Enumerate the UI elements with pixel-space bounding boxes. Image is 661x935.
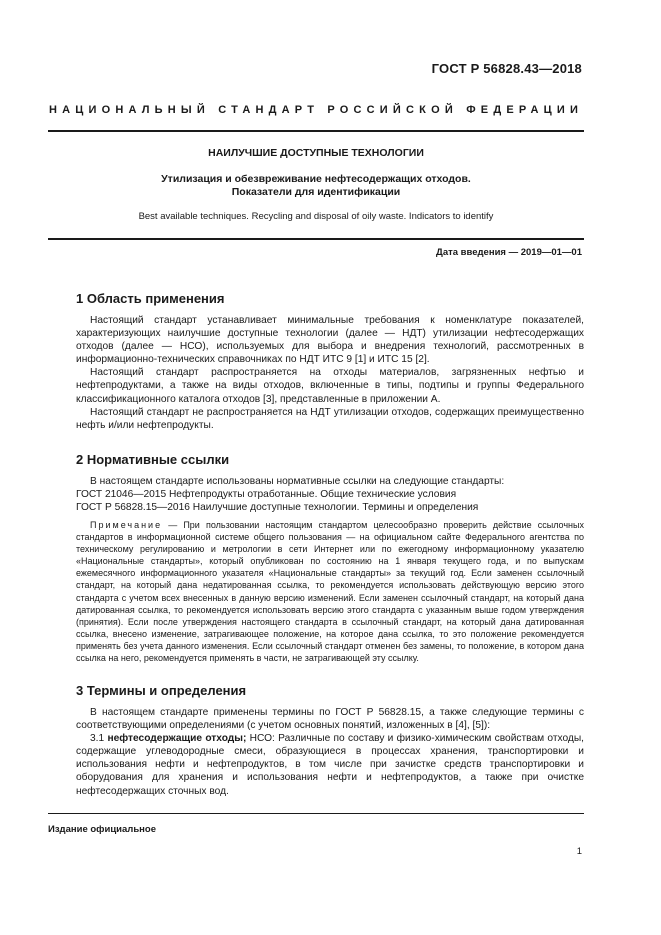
official-edition-label: Издание официальное	[48, 824, 156, 835]
term-3-1	[76, 732, 584, 797]
section-2-body	[76, 475, 584, 514]
document-subtitle	[48, 173, 584, 199]
normative-reference-2: ГОСТ Р 56828.15—2016 Наилучшие доступные технологии. Термины и определения	[76, 502, 479, 514]
subtitle-line-1: Утилизация и обезвреживание нефтесодержащих отходов.	[161, 173, 471, 185]
top-divider	[48, 130, 584, 132]
section-2-note	[76, 519, 584, 664]
section-1-heading: 1 Область применения	[76, 291, 225, 306]
section-1-body	[76, 314, 584, 432]
section-3-heading: 3 Термины и определения	[76, 683, 247, 698]
section-1-paragraph-3: Настоящий стандарт не распространяется на НДТ утилизации отходов, содержащих преимущественно нефть и/или нефтепродукты.	[76, 406, 584, 431]
normative-reference-1: ГОСТ 21046—2015 Нефтепродукты отработанные. Общие технические условия	[76, 489, 457, 501]
footer-divider	[48, 813, 584, 814]
term-name: нефтесодержащие отходы;	[107, 733, 247, 745]
page-number: 1	[576, 846, 582, 857]
note-label: Примечание	[90, 520, 163, 530]
section-3-body	[76, 706, 584, 798]
section-2-paragraph-1: В настоящем стандарте использованы нормативные ссылки на следующие стандарты:	[90, 476, 505, 487]
document-title: НАИЛУЧШИЕ ДОСТУПНЫЕ ТЕХНОЛОГИИ	[208, 147, 424, 159]
national-standard-title: НАЦИОНАЛЬНЫЙ СТАНДАРТ РОССИЙСКОЙ ФЕДЕРАЦИИ	[48, 104, 584, 116]
standard-number: ГОСТ Р 56828.43—2018	[431, 61, 582, 76]
note-text: — При пользовании настоящим стандартом целесообразно проверить действие ссылочных стандартов в информационной системе общего пользования — на официальном сайте Федерального агентства по техническому регулированию и метрологии в сети Интернет или по ежегодному информационному указателю «Национальные стандарты», который опубликован по состоянию на 1 января текущего года, и по выпускам ежемесячного информационного указателя «Национальные стандарты» за текущий год. Если заменен ссылочный стандарт, на который дана недатированная ссылка, то рекомендуется использовать действующую версию этого стандарта с учетом всех внесенных в данную версию изменений. Если заменен ссылочный стандарт, на который дана датированная ссылка, то рекомендуется использовать версию этого стандарта с указанным выше годом утверждения (принятия). Если после утверждения настоящего стандарта в ссылочный стандарт, на который дана датированная ссылка, внесено изменение, затрагивающее положение, на которое дана ссылка, то это положение рекомендуется применять без учета данного изменения. Если ссылочный стандарт отменен без замены, то положение, в котором дана ссылка на него, рекомендуется применять в части, не затрагивающей эту ссылку.	[76, 520, 584, 664]
section-1-paragraph-1: Настоящий стандарт устанавливает минимальные требования к номенклатуре показателей, характеризующих наилучшие доступные технологии (далее — НДТ) утилизации нефтесодержащих отходов (далее — НСО), используемых для выбора и внедрения технологий, рассмотренных в информационно-технических справочниках по НДТ ИТС 9 [1] и ИТС 15 [2].	[76, 315, 584, 366]
section-3-paragraph-1: В настоящем стандарте применены термины по ГОСТ Р 56828.15, а также следующие термины с соответствующими определениями (с учетом основных понятий, изложенных в [4], [5]):	[76, 707, 584, 732]
introduction-date: Дата введения — 2019—01—01	[436, 247, 582, 258]
middle-divider	[48, 238, 584, 240]
subtitle-line-2: Показатели для идентификации	[231, 186, 401, 198]
term-number: 3.1	[90, 733, 108, 745]
section-1-paragraph-2: Настоящий стандарт распространяется на отходы материалов, загрязненных нефтью и нефтепродуктами, а также на виды отходов, включенные в типы, подтипы и группы Федерального классификационного каталога отходов [3], представленные в приложении А.	[76, 367, 584, 405]
term-definition: НСО: Различные по составу и физико-химическим свойствам отходы, содержащие углеводородные смеси, образующиеся в процессах хранения, транспортировки и использования нефти и нефтепродуктов, в том числе при зачистке средств транспортировки и оборудования для хранения и использования нефти и нефтепродуктов, а также при очистке нефтесодержащих сточных вод.	[76, 733, 585, 797]
english-title: Best available techniques. Recycling and disposal of oily waste. Indicators to identify	[138, 211, 494, 222]
section-2-heading: 2 Нормативные ссылки	[76, 452, 230, 467]
